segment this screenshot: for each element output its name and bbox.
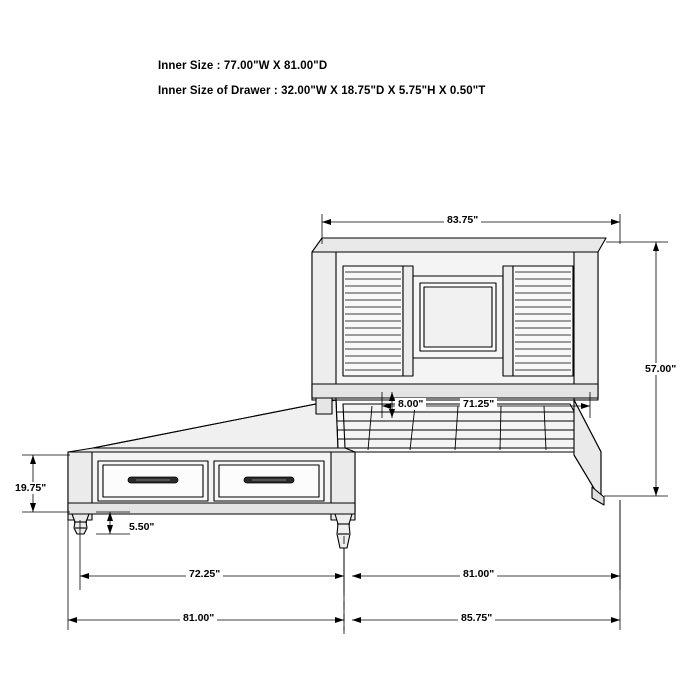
- inner-size-drawer-text: Inner Size of Drawer : 32.00"W X 18.75"D X 5.75"H X 0.50"T: [158, 85, 486, 97]
- dim-headboard-width: 83.75": [444, 214, 481, 226]
- dim-rail-height: 8.00": [395, 398, 426, 410]
- dim-footboard-width: 72.25": [186, 568, 223, 580]
- dim-side-depth: 81.00": [460, 568, 497, 580]
- dim-footboard-height: 19.75": [12, 482, 49, 494]
- dim-overall-depth: 85.75": [458, 612, 495, 624]
- dim-drawer-clearance: 5.50": [126, 521, 157, 533]
- dim-rail-inner-width: 71.25": [460, 398, 497, 410]
- inner-size-text: Inner Size : 77.00"W X 81.00"D: [158, 60, 328, 72]
- dim-overall-width: 81.00": [180, 612, 217, 624]
- dim-headboard-height: 57.00": [642, 363, 679, 375]
